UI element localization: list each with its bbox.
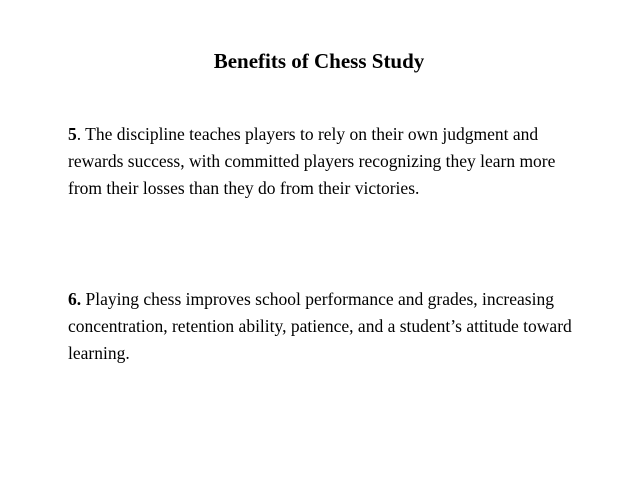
benefit-text: Playing chess improves school performance and grades, increasing concentration, retention ability, patience, and a student’s attitude toward learning. xyxy=(68,289,572,363)
benefit-number-separator: . xyxy=(76,124,82,144)
slide-title: Benefits of Chess Study xyxy=(213,49,425,73)
benefit-paragraph-6 xyxy=(68,286,588,367)
benefit-text: The discipline teaches players to rely on their own judgment and rewards success, with committed players recognizing they learn more from their losses than they do from their victories. xyxy=(68,124,556,198)
benefit-paragraph-5 xyxy=(68,121,588,202)
benefit-number: 5 xyxy=(68,124,77,144)
benefit-number: 6. xyxy=(68,289,82,309)
